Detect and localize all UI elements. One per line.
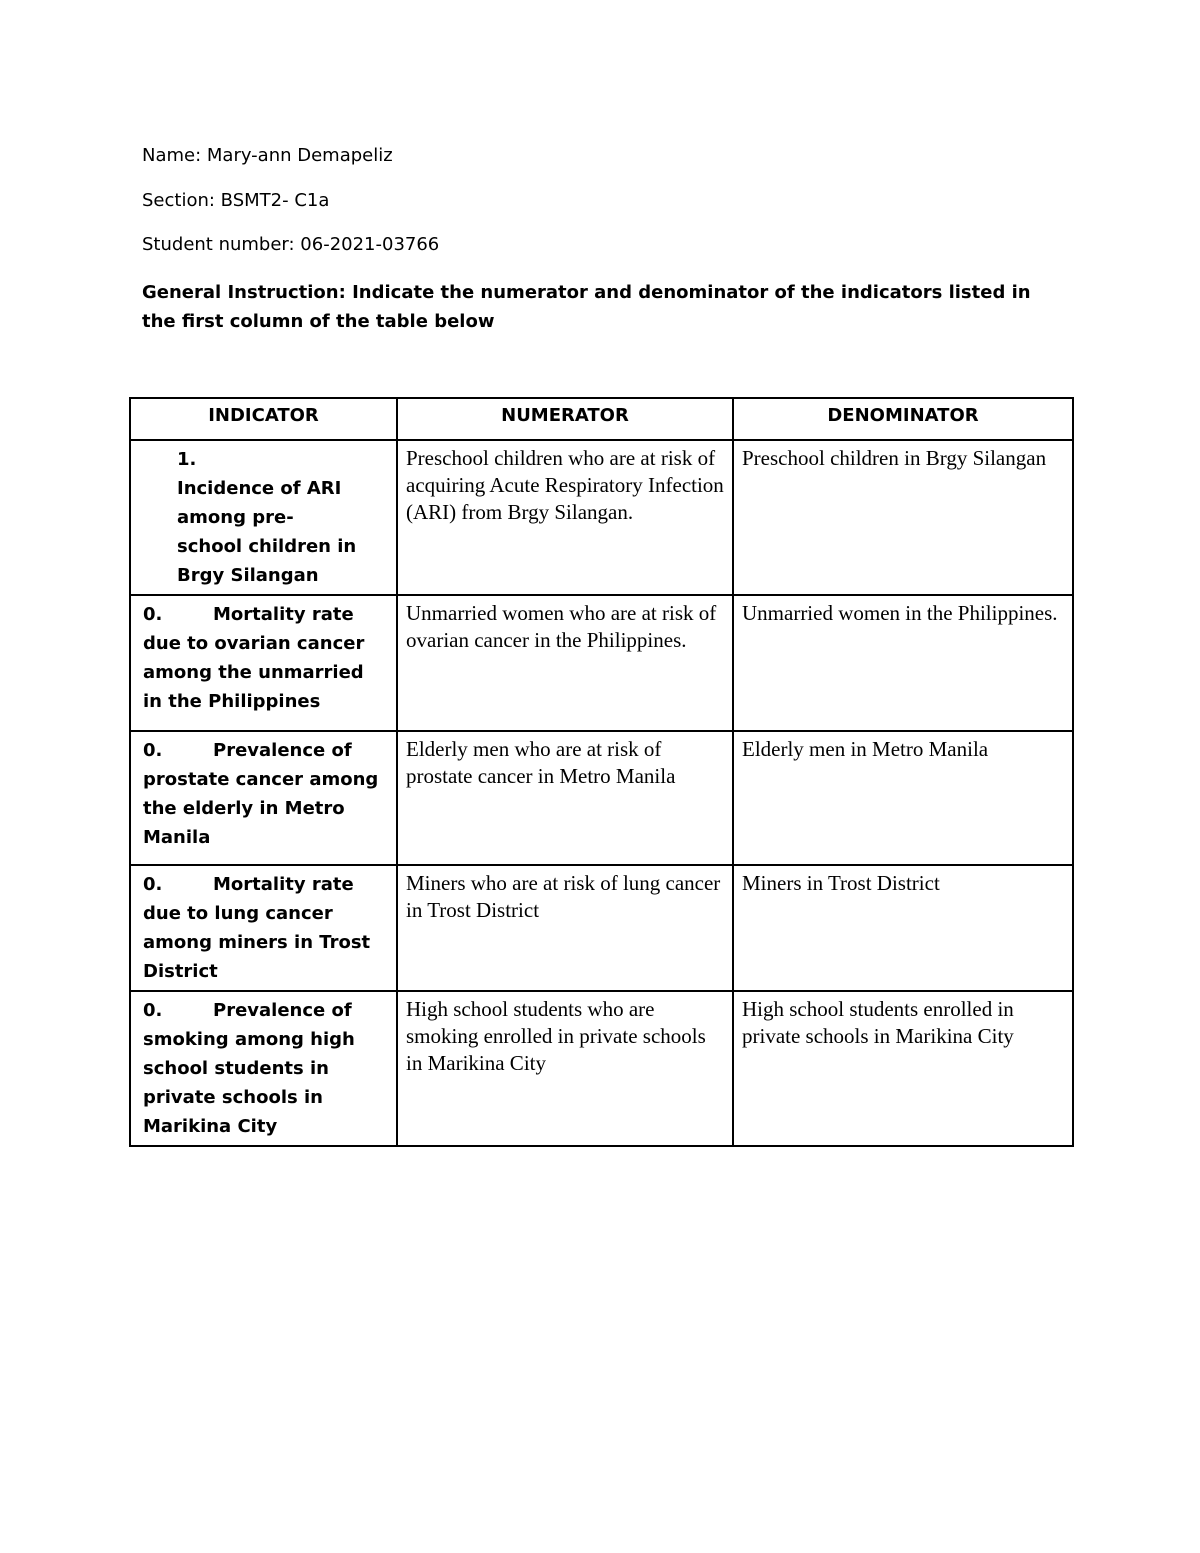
denominator-cell: Elderly men in Metro Manila — [733, 731, 1073, 865]
indicator-text: Incidence of ARI among pre-school children in Brgy Silangan — [177, 478, 357, 586]
item-number: 0. — [143, 604, 163, 625]
numerator-cell: Unmarried women who are at risk of ovarian cancer in the Philippines. — [397, 595, 733, 731]
general-instruction: General Instruction: Indicate the numerator and denominator of the indicators listed in the first column of the table below — [142, 282, 1031, 332]
table-row — [130, 731, 1073, 865]
denominator-cell: Unmarried women in the Philippines. — [733, 595, 1073, 731]
indicator-cell — [130, 595, 397, 731]
indicator-cell — [130, 440, 397, 595]
denominator-cell: Miners in Trost District — [733, 865, 1073, 991]
indicator-cell — [130, 991, 397, 1146]
indicator-text: Mortality rate due to ovarian cancer among the unmarried in the Philippines — [143, 604, 365, 712]
student-section: Section: BSMT2- C1a — [142, 190, 330, 211]
table-row — [130, 595, 1073, 731]
table-header-row — [130, 398, 1073, 440]
indicator-cell — [130, 865, 397, 991]
numerator-cell: Preschool children who are at risk of acquiring Acute Respiratory Infection (ARI) from Brgy Silangan. — [397, 440, 733, 595]
item-number: 0. — [143, 740, 163, 761]
student-name: Name: Mary-ann Demapeliz — [142, 145, 393, 166]
indicator-table — [129, 397, 1074, 1147]
table-row — [130, 865, 1073, 991]
numerator-cell: High school students who are smoking enrolled in private schools in Marikina City — [397, 991, 733, 1146]
indicator-text: Prevalence of smoking among high school students in private schools in Marikina City — [143, 1000, 355, 1137]
item-number: 1. — [177, 449, 197, 470]
student-number: Student number: 06-2021-03766 — [142, 234, 440, 255]
denominator-cell: High school students enrolled in private schools in Marikina City — [733, 991, 1073, 1146]
table-row — [130, 991, 1073, 1146]
column-header-indicator: INDICATOR — [130, 398, 397, 440]
indicator-text: Prevalence of prostate cancer among the elderly in Metro Manila — [143, 740, 379, 848]
denominator-cell: Preschool children in Brgy Silangan — [733, 440, 1073, 595]
numerator-cell: Elderly men who are at risk of prostate cancer in Metro Manila — [397, 731, 733, 865]
table-row — [130, 440, 1073, 595]
indicator-text: Mortality rate due to lung cancer among miners in Trost District — [143, 874, 371, 982]
item-number: 0. — [143, 874, 163, 895]
item-number: 0. — [143, 1000, 163, 1021]
column-header-denominator: DENOMINATOR — [733, 398, 1073, 440]
indicator-cell — [130, 731, 397, 865]
column-header-numerator: NUMERATOR — [397, 398, 733, 440]
numerator-cell: Miners who are at risk of lung cancer in Trost District — [397, 865, 733, 991]
